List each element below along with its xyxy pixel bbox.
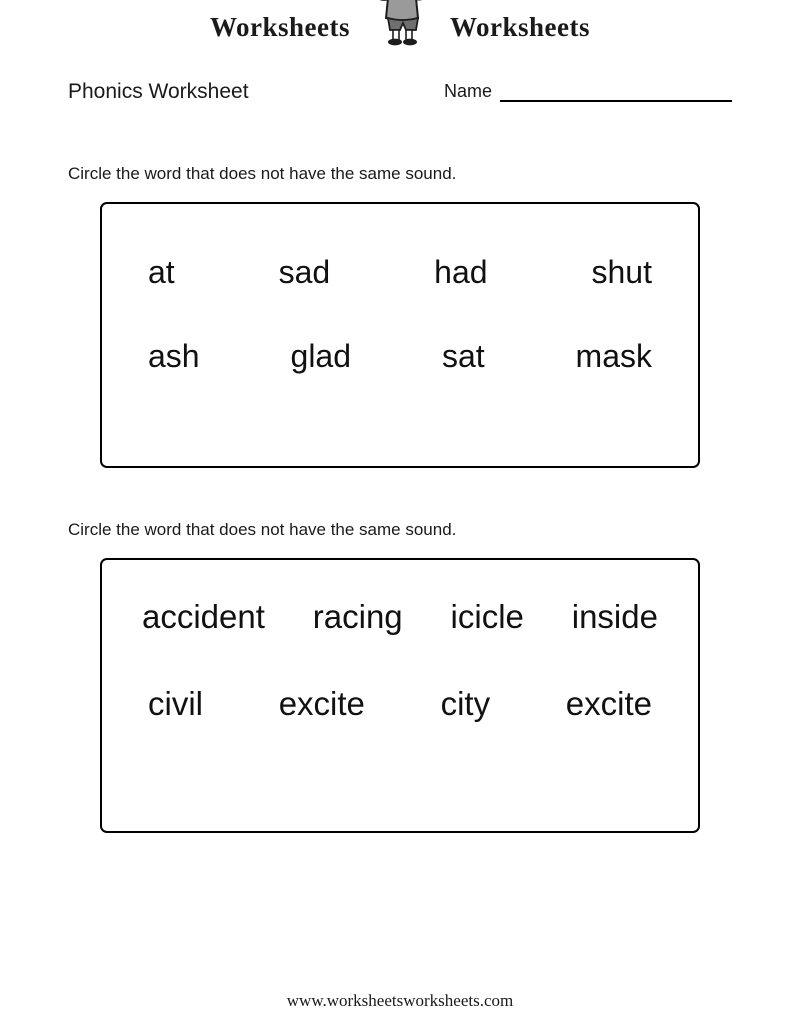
word-item[interactable]: accident <box>142 598 265 635</box>
word-item[interactable]: racing <box>312 598 403 635</box>
word-item[interactable]: shut <box>591 254 652 290</box>
word-item[interactable]: city <box>440 685 491 722</box>
word-box-2 <box>100 558 700 833</box>
word-item[interactable]: sat <box>441 338 485 374</box>
instruction-1: Circle the word that does not have the same sound. <box>68 164 457 183</box>
word-item[interactable]: mask <box>575 338 652 374</box>
word-row <box>142 687 658 720</box>
word-row <box>142 600 658 633</box>
word-item[interactable]: civil <box>148 685 203 722</box>
word-item[interactable]: icicle <box>450 598 524 635</box>
word-item[interactable]: glad <box>290 338 352 374</box>
word-item[interactable]: had <box>434 254 488 290</box>
site-logo <box>0 0 800 47</box>
word-item[interactable]: sad <box>278 254 331 290</box>
word-box-1 <box>100 202 700 468</box>
logo-word-right: Worksheets <box>450 12 590 42</box>
word-item[interactable]: excite <box>565 685 652 722</box>
footer-url[interactable]: www.worksheetsworksheets.com <box>286 991 514 1010</box>
kid-with-book-and-pencil-icon <box>340 0 460 47</box>
logo-inner <box>210 14 590 47</box>
word-item[interactable]: inside <box>571 598 658 635</box>
word-item[interactable]: ash <box>148 338 200 374</box>
title-row <box>0 81 800 102</box>
word-row <box>148 256 652 288</box>
name-label: Name <box>443 81 492 101</box>
instruction-2: Circle the word that does not have the same sound. <box>68 520 457 539</box>
name-field[interactable] <box>444 82 732 102</box>
word-item[interactable]: excite <box>278 685 365 722</box>
word-row <box>148 340 652 372</box>
word-item[interactable]: at <box>148 254 175 290</box>
logo-word-left: Worksheets <box>210 12 350 42</box>
page-title: Phonics Worksheet <box>68 80 249 103</box>
name-input-rule[interactable] <box>500 86 732 102</box>
